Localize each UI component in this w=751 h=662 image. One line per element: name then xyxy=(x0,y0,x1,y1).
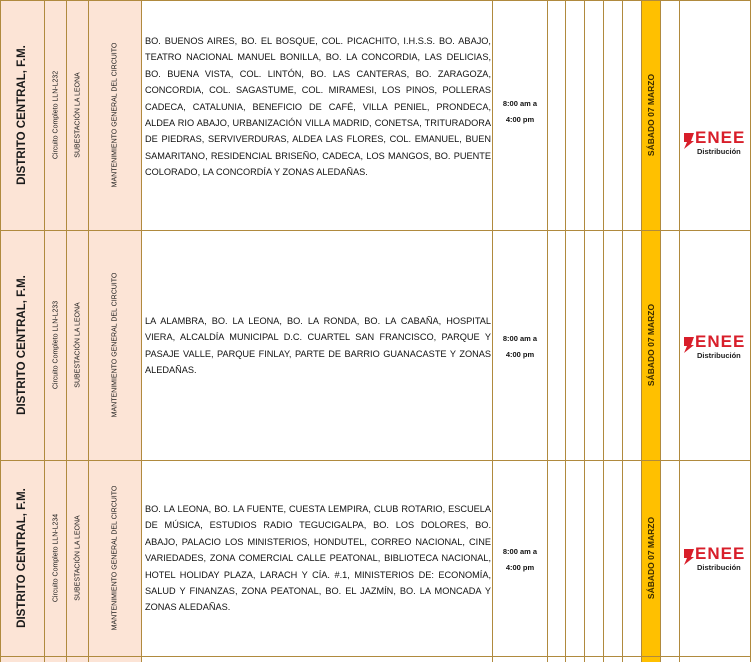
row-border xyxy=(0,0,751,1)
date-cell: SÁBADO 07 MARZO xyxy=(646,516,656,600)
time-start: 8:00 am a xyxy=(502,547,538,556)
circuit-cell: Circuito Completo LLN-L233 xyxy=(52,300,60,390)
time-start: 8:00 am a xyxy=(502,334,538,343)
affected-areas-cell: BO. LA LEONA, BO. LA FUENTE, CUESTA LEMPIRA, CLUB ROTARIO, ESCUELA DE MÚSICA, ESTUDIOS RADIO TEGUCIGALPA, BO. LOS DOLORES, BO. ABAJO, PALACIO LOS MINISTERIOS, HONDUTEL, CORREO NACIONAL, CINE VARIEDADES, ZONA COMERCIAL CALLE PEATONAL, BIBLIOTECA NACIONAL, HOTEL HOLIDAY PLAZA, LARACH Y CÍA. #.1, MINISTERIOS DE: ECONOMÍA, SALUD Y FINANZAS, ZONA PEATONAL, BO. EL JAZMÍN, BO. LA MONCADA Y ZONAS ALEDAÑAS. xyxy=(145,504,491,613)
row-border xyxy=(0,460,751,461)
column-border xyxy=(547,0,548,662)
time-end: 4:00 pm xyxy=(505,115,535,124)
date-cell: SÁBADO 07 MARZO xyxy=(646,73,656,157)
time-end: 4:00 pm xyxy=(505,563,535,572)
circuit-cell: Circuito Completo LLN-L232 xyxy=(52,70,60,160)
substation-cell: SUBESTACIÓN LA LEONA xyxy=(74,302,82,388)
work-cell: MANTENIMIENTO GENERAL DEL CIRCUITO xyxy=(111,42,119,188)
schedule-cell xyxy=(494,544,546,576)
column-border xyxy=(679,0,680,662)
logo-subtitle: Distribución xyxy=(697,563,741,572)
date-cell: SÁBADO 07 MARZO xyxy=(646,303,656,387)
affected-areas-cell: LA ALAMBRA, BO. LA LEONA, BO. LA RONDA, BO. LA CABAÑA, HOSPITAL VIERA, ALCALDÍA MUNICIPAL D.C. CUARTEL SAN FRANCISCO, PARQUE Y PASAJE VALLE, PARQUE FINLAY, PARTE DE BARRIO GUANACASTE Y ZONAS ALEDAÑAS. xyxy=(145,316,491,376)
district-cell: DISTRITO CENTRAL, F.M. xyxy=(16,488,28,628)
substation-cell: SUBESTACIÓN LA LEONA xyxy=(74,515,82,601)
time-start: 8:00 am a xyxy=(502,99,538,108)
logo-wordmark: ENEE xyxy=(695,332,746,351)
district-cell: DISTRITO CENTRAL, F.M. xyxy=(16,275,28,415)
time-end: 4:00 pm xyxy=(505,350,535,359)
column-border xyxy=(603,0,604,662)
schedule-cell xyxy=(494,331,546,363)
circuit-cell: Circuito Completo LLN-L234 xyxy=(52,513,60,603)
logo-subtitle: Distribución xyxy=(697,351,741,360)
work-cell: MANTENIMIENTO GENERAL DEL CIRCUITO xyxy=(111,272,119,418)
logo-wordmark: ENEE xyxy=(695,128,746,147)
enee-logo xyxy=(682,130,750,160)
enee-logo xyxy=(682,334,750,364)
affected-areas-cell: BO. BUENOS AIRES, BO. EL BOSQUE, COL. PICACHITO, I.H.S.S. BO. ABAJO, TEATRO NACIONAL MANUEL BONILLA, BO. LA CONCORDIA, LAS DELICIAS, BO. BUENA VISTA, COL. LINTÓN, BO. LAS CANTERAS, BO. ZARAGOZA, CONCORDIA, COL. SAGASTUME, COL. MIRAMESI, LOS PINOS, POLLERAS CADECA, CATALUNIA, BENEFICIO DE CAFÉ, VILLA PENIEL, PRONDECA, ALDEA RIO ABAJO, URBANIZACIÓN VILLA MADRID, CONETSA, TRITURADORA DE PIEDRAS, SERVIVERDURAS, ALDEA LAS FLORES, COL. EMANUEL, BUEN SAMARITANO, RESIDENCIAL BRISEÑO, CADECA, LOS MANGOS, BO. PUENTE COLORADO, LA CONCORDÍA Y ZONAS ALEDAÑAS. xyxy=(145,36,491,178)
district-cell: DISTRITO CENTRAL, F.M. xyxy=(16,45,28,185)
column-border xyxy=(492,0,493,662)
enee-flame-icon xyxy=(682,336,696,354)
schedule-cell xyxy=(494,96,546,128)
enee-logo xyxy=(682,546,750,576)
column-border xyxy=(141,0,142,662)
column-border xyxy=(660,0,661,662)
column-border xyxy=(622,0,623,662)
enee-flame-icon xyxy=(682,548,696,566)
enee-flame-icon xyxy=(682,132,696,150)
column-border xyxy=(88,0,89,662)
column-border xyxy=(0,0,1,662)
substation-cell: SUBESTACIÓN LA LEONA xyxy=(74,72,82,158)
row-border xyxy=(0,656,751,657)
column-border xyxy=(44,0,45,662)
logo-wordmark: ENEE xyxy=(695,544,746,563)
logo-subtitle: Distribución xyxy=(697,147,741,156)
work-cell: MANTENIMIENTO GENERAL DEL CIRCUITO xyxy=(111,485,119,631)
column-border xyxy=(66,0,67,662)
column-border xyxy=(584,0,585,662)
column-border xyxy=(641,0,642,662)
column-border xyxy=(565,0,566,662)
row-border xyxy=(0,230,751,231)
